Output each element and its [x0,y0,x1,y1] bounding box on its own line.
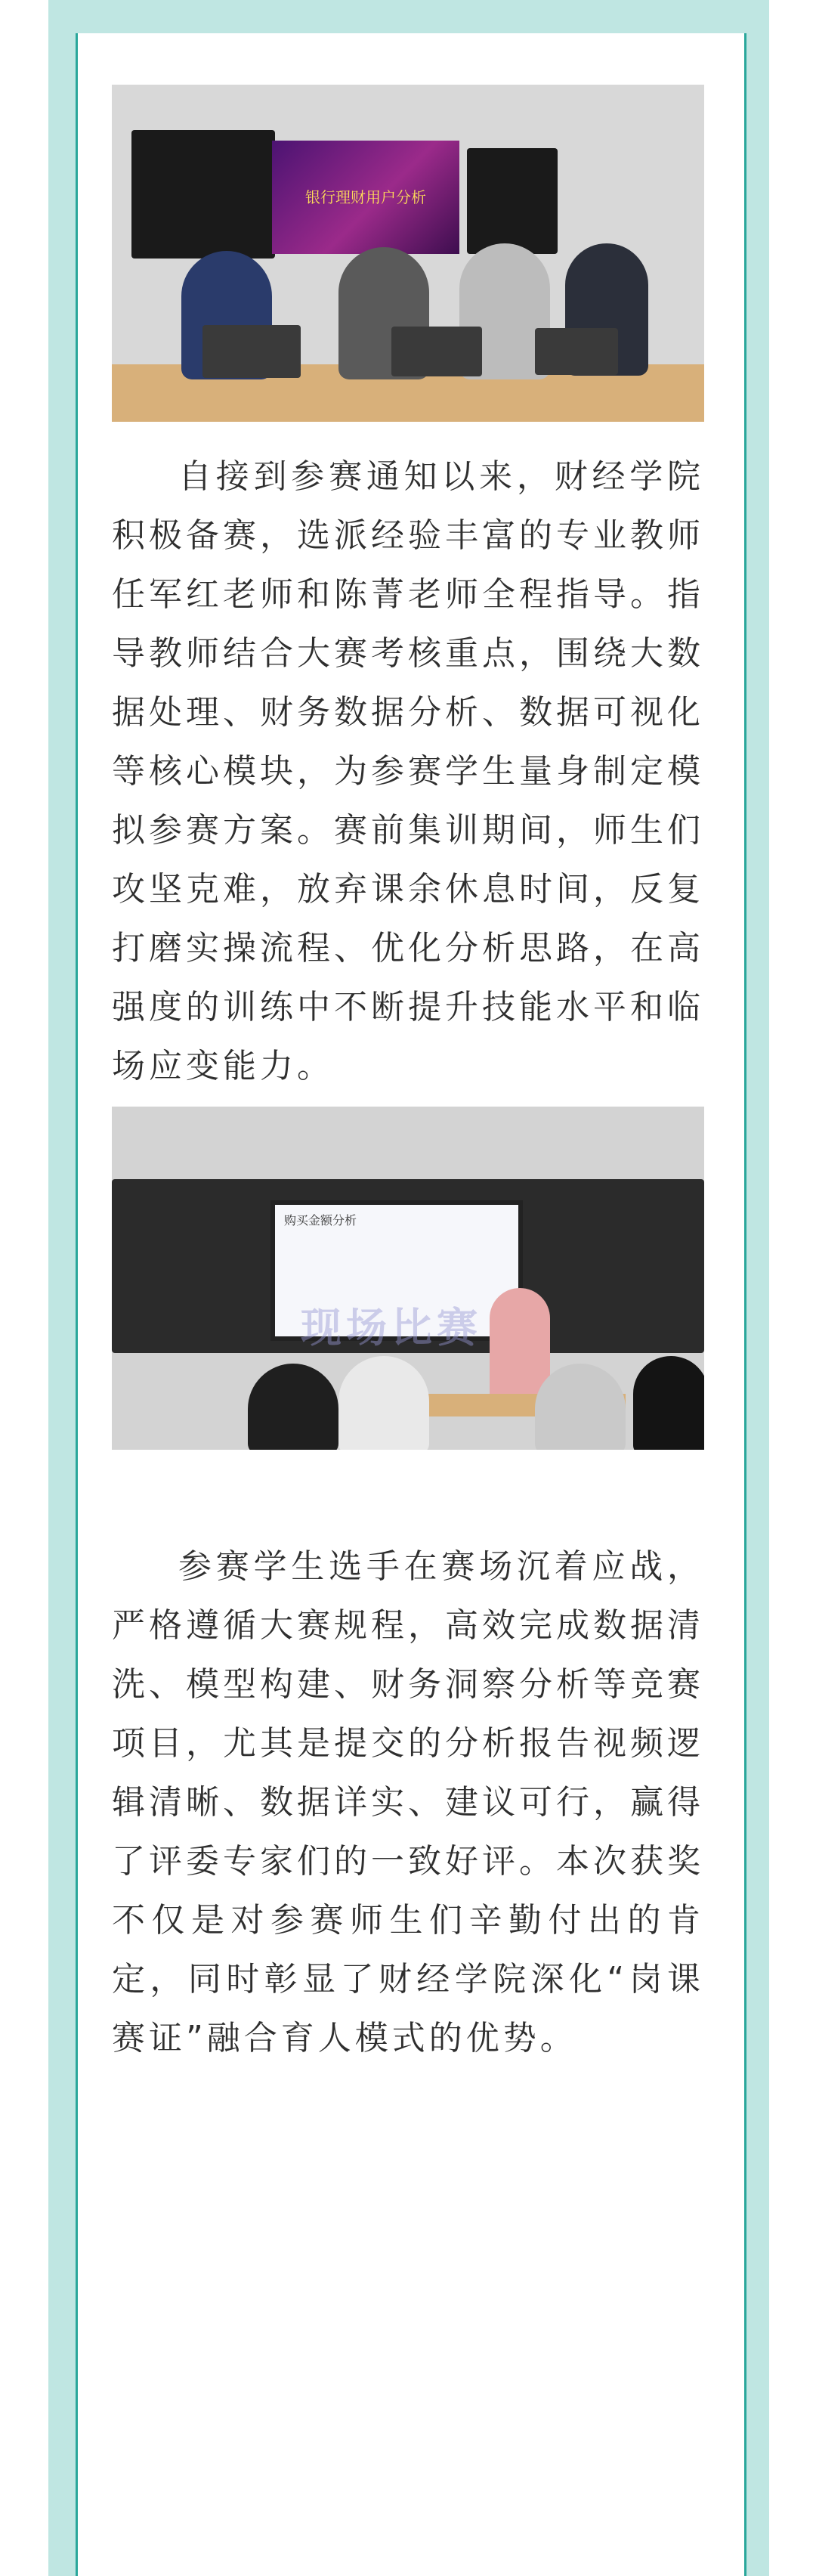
classroom-photo-presentation [112,1107,704,1450]
article-paragraph: 自接到参赛通知以来，财经学院积极备赛，选派经验丰富的专业教师任军红老师和陈菁老师全程指导。指导教师结合大赛考核重点，围绕大数据处理、财务数据分析、数据可视化等核心模块，为参赛学生量身制定模拟参赛方案。赛前集训期间，师生们攻坚克难，放弃课余休息时间，反复打磨实操流程、优化分析思路，在高强度的训练中不断提升技能水平和临场应变能力。 [112,457,704,1085]
blackboard-right [467,148,558,254]
article-paragraph: 参赛学生选手在赛场沉着应战，严格遵循大赛规程，高效完成数据清洗、模型构建、财务洞察分析等竞赛项目，尤其是提交的分析报告视频逻辑清晰、数据详实、建议可行，赢得了评委专家们的一致好评。本次获奖不仅是对参赛师生们辛勤付出的肯定，同时彰显了财经学院深化“岗课赛证”融合育人模式的优势。 [112,1547,704,2057]
watermark: 现场比赛 [301,1304,482,1351]
screen-title: 银行理财用户分析 [305,188,426,206]
audience-member [248,1364,338,1450]
article-content [112,85,704,2068]
laptop [202,325,301,378]
blackboard-left [131,130,275,259]
audience-member [338,1356,429,1450]
laptop [535,328,618,375]
slide-title: 购买金额分析 [284,1213,357,1228]
audience-member [535,1364,626,1450]
audience-member [633,1356,704,1450]
projection-screen [272,141,459,254]
laptop [391,327,482,376]
classroom-photo-students [112,85,704,422]
